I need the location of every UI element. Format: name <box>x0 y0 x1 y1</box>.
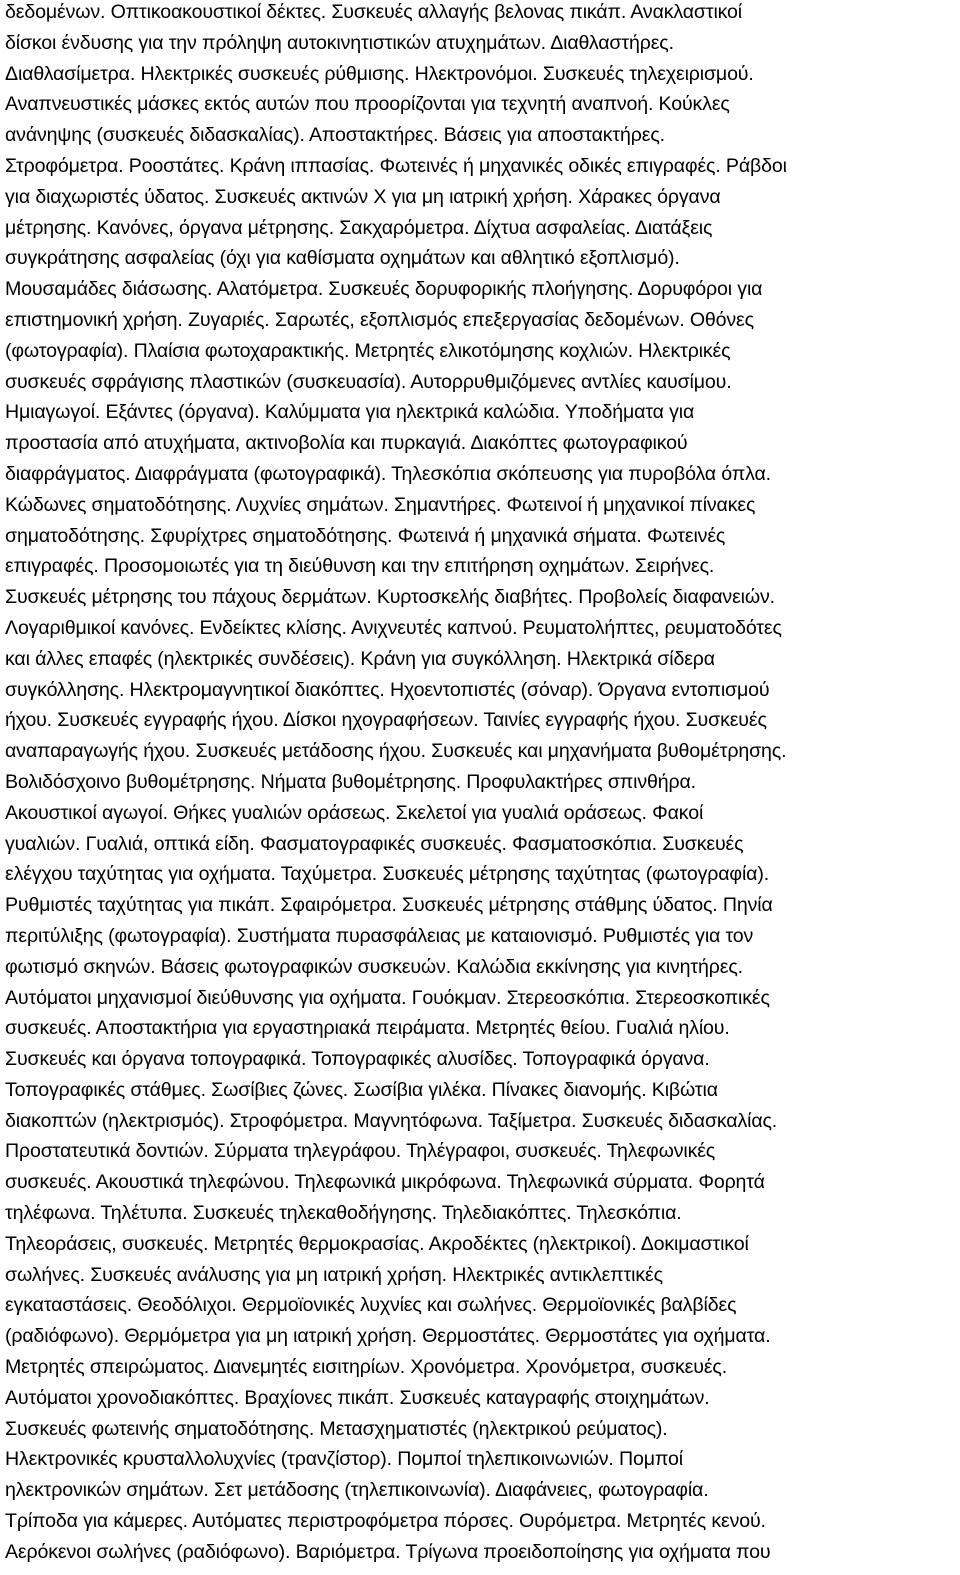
text-line: Ημιαγωγοί. Εξάντες (όργανα). Καλύμματα για ηλεκτρικά καλώδια. Υποδήματα για <box>5 401 695 424</box>
text-line: συγκράτησης ασφαλείας (όχι για καθίσματα οχημάτων και αθλητικό εξοπλισμό). <box>5 247 680 270</box>
text-line: ηλεκτρονικών σημάτων. Σετ μετάδοσης (τηλεπικοινωνία). Διαφάνειες, φωτογραφία. <box>5 1479 709 1502</box>
text-line: Ρυθμιστές ταχύτητας για πικάπ. Σφαιρόμετρα. Συσκευές μέτρησης στάθμης ύδατος. Πηνία <box>5 894 773 917</box>
text-line: Λογαριθμικοί κανόνες. Ενδείκτες κλίσης. Ανιχνευτές καπνού. Ρευματολήπτες, ρευματοδότες <box>5 616 782 639</box>
text-line: ήχου. Συσκευές εγγραφής ήχου. Δίσκοι ηχογραφήσεων. Ταινίες εγγραφής ήχου. Συσκευές <box>5 709 767 732</box>
text-line: Μετρητές σπειρώματος. Διανεμητές εισιτηρίων. Χρονόμετρα. Χρονόμετρα, συσκευές. <box>5 1356 728 1379</box>
text-line: Ακουστικοί αγωγοί. Θήκες γυαλιών οράσεως. Σκελετοί για γυαλιά οράσεως. Φακοί <box>5 801 704 824</box>
text-line: Τοπογραφικές στάθμες. Σωσίβιες ζώνες. Σωσίβια γιλέκα. Πίνακες διανομής. Κιβώτια <box>5 1078 718 1101</box>
text-line: επιγραφές. Προσομοιωτές για τη διεύθυνση και την επιτήρηση οχημάτων. Σειρήνες. <box>5 555 715 578</box>
text-line: Κώδωνες σηματοδότησης. Λυχνίες σημάτων. Σημαντήρες. Φωτεινοί ή μηχανικοί πίνακες <box>5 493 756 516</box>
text-line: για διαχωριστές ύδατος. Συσκευές ακτινών Χ για μη ιατρική χρήση. Χάρακες όργανα <box>5 185 721 208</box>
text-line: Αναπνευστικές μάσκες εκτός αυτών που προορίζονται για τεχνητή αναπνοή. Κούκλες <box>5 93 730 116</box>
text-line: ανάνηψης (συσκευές διδασκαλίας). Αποστακτήρες. Βάσεις για αποστακτήρες. <box>5 124 665 147</box>
text-line: Βολιδόσχοινο βυθομέτρησης. Νήματα βυθομέτρησης. Προφυλακτήρες σπινθήρα. <box>5 770 696 793</box>
text-line: σωλήνες. Συσκευές ανάλυσης για μη ιατρική χρήση. Ηλεκτρικές αντικλεπτικές <box>5 1263 663 1286</box>
text-line: γυαλιών. Γυαλιά, οπτικά είδη. Φασματογραφικές συσκευές. Φασματοσκόπια. Συσκευές <box>5 832 744 855</box>
text-line: Αερόκενοι σωλήνες (ραδιόφωνο). Βαριόμετρα. Τρίγωνα προειδοποίησης για οχήματα που <box>5 1540 771 1563</box>
text-line: συγκόλλησης. Ηλεκτρομαγνητικοί διακόπτες. Ηχοεντοπιστές (σόναρ). Όργανα εντοπισμού <box>5 678 770 701</box>
text-line: προστασία από ατυχήματα, ακτινοβολία και πυρκαγιά. Διακόπτες φωτογραφικού <box>5 432 688 455</box>
text-line: Αυτόματοι μηχανισμοί διεύθυνσης για οχήματα. Γουόκμαν. Στερεοσκόπια. Στερεοσκοπικές <box>5 986 770 1009</box>
text-line: μέτρησης. Κανόνες, όργανα μέτρησης. Σακχαρόμετρα. Δίχτυα ασφαλείας. Διατάξεις <box>5 216 713 239</box>
text-line: εγκαταστάσεις. Θεοδόλιχοι. Θερμοϊονικές λυχνίες και σωλήνες. Θερμοϊονικές βαλβίδες <box>5 1294 737 1317</box>
text-line: αναπαραγωγής ήχου. Συσκευές μετάδοσης ήχου. Συσκευές και μηχανήματα βυθομέτρησης. <box>5 740 787 763</box>
text-line: ελέγχου ταχύτητας για οχήματα. Ταχύμετρα. Συσκευές μέτρησης ταχύτητας (φωτογραφία). <box>5 863 770 886</box>
text-line: Προστατευτικά δοντιών. Σύρματα τηλεγράφου. Τηλέγραφοι, συσκευές. Τηλεφωνικές <box>5 1140 716 1163</box>
text-line: Τρίποδα για κάμερες. Αυτόματες περιστροφόμετρα πόρσες. Ουρόμετρα. Μετρητές κενού. <box>5 1510 766 1533</box>
text-line: Ηλεκτρονικές κρυσταλλολυχνίες (τρανζίστορ). Πομποί τηλεπικοινωνιών. Πομποί <box>5 1448 683 1471</box>
text-line: συσκευές. Αποστακτήρια για εργαστηριακά πειράματα. Μετρητές θείου. Γυαλιά ηλίου. <box>5 1017 730 1040</box>
text-line: διαφράγματος. Διαφράγματα (φωτογραφικά). Τηλεσκόπια σκόπευσης για πυροβόλα όπλα. <box>5 462 771 485</box>
document-body-text <box>5 0 960 1568</box>
text-line: περιτύλιξης (φωτογραφία). Συστήματα πυρασφάλειας με καταιονισμό. Ρυθμιστές για τον <box>5 924 754 947</box>
text-line: Συσκευές μέτρησης του πάχους δερμάτων. Κυρτοσκελής διαβήτες. Προβολείς διαφανειών. <box>5 586 775 609</box>
text-line: Στροφόμετρα. Ροοστάτες. Κράνη ιππασίας. Φωτεινές ή μηχανικές οδικές επιγραφές. Ράβδοι <box>5 154 787 177</box>
text-line: δίσκοι ένδυσης για την πρόληψη αυτοκινητιστικών ατυχημάτων. Διαθλαστήρες. <box>5 31 674 54</box>
text-line: (ραδιόφωνο). Θερμόμετρα για μη ιατρική χρήση. Θερμοστάτες. Θερμοστάτες για οχήματα. <box>5 1325 771 1348</box>
text-line: συσκευές σφράγισης πλαστικών (συσκευασία). Αυτορρυθμιζόμενες αντλίες καυσίμου. <box>5 370 732 393</box>
text-line: επιστημονική χρήση. Ζυγαριές. Σαρωτές, εξοπλισμός επεξεργασίας δεδομένων. Οθόνες <box>5 308 754 331</box>
text-line: συσκευές. Ακουστικά τηλεφώνου. Τηλεφωνικά μικρόφωνα. Τηλεφωνικά σύρματα. Φορητά <box>5 1171 765 1194</box>
text-line: Συσκευές και όργανα τοπογραφικά. Τοπογραφικές αλυσίδες. Τοπογραφικά όργανα. <box>5 1048 710 1071</box>
text-line: (φωτογραφία). Πλαίσια φωτοχαρακτικής. Μετρητές ελικοτόμησης κοχλιών. Ηλεκτρικές <box>5 339 731 362</box>
text-line: δεδομένων. Οπτικοακουστικοί δέκτες. Συσκευές αλλαγής βελονας πικάπ. Ανακλαστικοί <box>5 1 743 23</box>
text-line: σηματοδότησης. Σφυρίχτρες σηματοδότησης. Φωτεινά ή μηχανικά σήματα. Φωτεινές <box>5 524 726 547</box>
text-line: φωτισμό σκηνών. Βάσεις φωτογραφικών συσκευών. Καλώδια εκκίνησης για κινητήρες. <box>5 955 743 978</box>
text-line: Αυτόματοι χρονοδιακόπτες. Βραχίονες πικάπ. Συσκευές καταγραφής στοιχημάτων. <box>5 1386 710 1409</box>
text-line: Τηλεοράσεις, συσκευές. Μετρητές θερμοκρασίας. Ακροδέκτες (ηλεκτρικοί). Δοκιμαστικοί <box>5 1232 749 1255</box>
text-line: τηλέφωνα. Τηλέτυπα. Συσκευές τηλεκαθοδήγησης. Τηλεδιακόπτες. Τηλεσκόπια. <box>5 1202 682 1225</box>
text-line: διακοπτών (ηλεκτρισμός). Στροφόμετρα. Μαγνητόφωνα. Ταξίμετρα. Συσκευές διδασκαλίας. <box>5 1109 778 1132</box>
text-line: και άλλες επαφές (ηλεκτρικές συνδέσεις). Κράνη για συγκόλληση. Ηλεκτρικά σίδερα <box>5 647 715 670</box>
text-line: Μουσαμάδες διάσωσης. Αλατόμετρα. Συσκευές δορυφορικής πλοήγησης. Δορυφόροι για <box>5 278 763 301</box>
text-line: Συσκευές φωτεινής σηματοδότησης. Μετασχηματιστές (ηλεκτρικού ρεύματος). <box>5 1417 668 1440</box>
text-line: Διαθλασίμετρα. Ηλεκτρικές συσκευές ρύθμισης. Ηλεκτρονόμοι. Συσκευές τηλεχειρισμού. <box>5 62 754 85</box>
